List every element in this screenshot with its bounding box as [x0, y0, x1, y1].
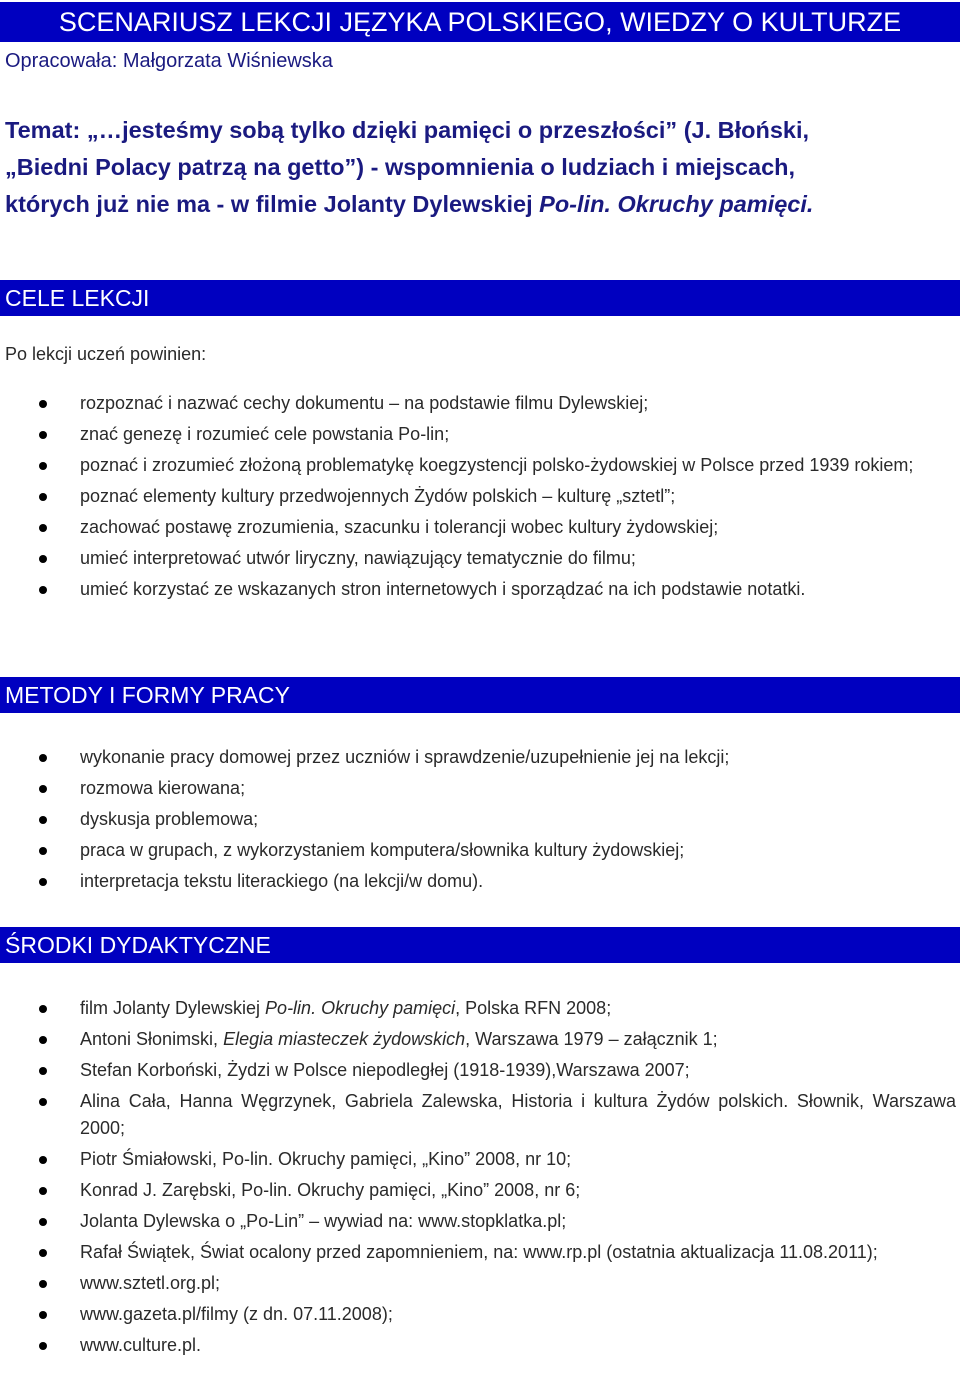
- bullet-icon: [39, 1249, 47, 1257]
- list-item: film Jolanty Dylewskiej Po-lin. Okruchy pamięci, Polska RFN 2008;: [0, 995, 960, 1022]
- list-item: Rafał Świątek, Świat ocalony przed zapomnieniem, na: www.rp.pl (ostatnia aktualizacja 11.08.2011);: [0, 1239, 960, 1266]
- section-heading-methods: METODY I FORMY PRACY: [0, 677, 960, 713]
- list-item: dyskusja problemowa;: [0, 806, 960, 833]
- bullet-icon: [39, 785, 47, 793]
- list-item: Stefan Korboński, Żydzi w Polsce niepodległej (1918-1939),Warszawa 2007;: [0, 1057, 960, 1084]
- bullet-icon: [39, 400, 47, 408]
- list-item: wykonanie pracy domowej przez uczniów i sprawdzenie/uzupełnienie jej na lekcji;: [0, 744, 960, 771]
- bullet-icon: [39, 1342, 47, 1350]
- bullet-icon: [39, 431, 47, 439]
- bullet-icon: [39, 1218, 47, 1226]
- list-item: rozmowa kierowana;: [0, 775, 960, 802]
- list-item: poznać elementy kultury przedwojennych Żydów polskich – kulturę „sztetl”;: [0, 483, 960, 510]
- bullet-icon: [39, 1156, 47, 1164]
- goals-list: [0, 390, 960, 603]
- bullet-icon: [39, 1098, 47, 1106]
- document-title: SCENARIUSZ LEKCJI JĘZYKA POLSKIEGO, WIEDZY O KULTURZE: [0, 2, 960, 42]
- list-item: Konrad J. Zarębski, Po-lin. Okruchy pamięci, „Kino” 2008, nr 6;: [0, 1177, 960, 1204]
- list-item: umieć interpretować utwór liryczny, nawiązujący tematycznie do filmu;: [0, 545, 960, 572]
- resources-list: [0, 995, 960, 1359]
- goals-intro: Po lekcji uczeń powinien:: [5, 344, 207, 364]
- topic-line-3: [5, 186, 955, 223]
- list-item: Jolanta Dylewska o „Po-Lin” – wywiad na: www.stopklatka.pl;: [0, 1208, 960, 1235]
- lesson-topic: [5, 112, 955, 223]
- bullet-icon: [39, 1036, 47, 1044]
- bullet-icon: [39, 1311, 47, 1319]
- list-item: praca w grupach, z wykorzystaniem komputera/słownika kultury żydowskiej;: [0, 837, 960, 864]
- bullet-icon: [39, 493, 47, 501]
- bullet-icon: [39, 1005, 47, 1013]
- section-heading-goals: CELE LEKCJI: [0, 280, 960, 316]
- bullet-icon: [39, 754, 47, 762]
- list-item: Antoni Słonimski, Elegia miasteczek żydowskich, Warszawa 1979 – załącznik 1;: [0, 1026, 960, 1053]
- bullet-icon: [39, 1187, 47, 1195]
- section-heading-resources: ŚRODKI DYDAKTYCZNE: [0, 927, 960, 963]
- list-item: Alina Cała, Hanna Węgrzynek, Gabriela Zalewska, Historia i kultura Żydów polskich. Słownik, Warszawa 2000;: [0, 1088, 960, 1142]
- methods-list: [0, 744, 960, 895]
- topic-line-2: „Biedni Polacy patrzą na getto”) - wspomnienia o ludziach i miejscach,: [5, 154, 796, 180]
- list-item: rozpoznać i nazwać cechy dokumentu – na podstawie filmu Dylewskiej;: [0, 390, 960, 417]
- author-line: Opracowała: Małgorzata Wiśniewska: [5, 50, 333, 72]
- topic-film-title: Po-lin. Okruchy pamięci.: [539, 191, 814, 217]
- bullet-icon: [39, 524, 47, 532]
- topic-line-1: Temat: „…jesteśmy sobą tylko dzięki pamięci o przeszłości” (J. Błoński,: [5, 117, 810, 143]
- bullet-icon: [39, 586, 47, 594]
- list-item: umieć korzystać ze wskazanych stron internetowych i sporządzać na ich podstawie notatki.: [0, 576, 960, 603]
- list-item: www.gazeta.pl/filmy (z dn. 07.11.2008);: [0, 1301, 960, 1328]
- list-item: znać genezę i rozumieć cele powstania Po-lin;: [0, 421, 960, 448]
- list-item: interpretacja tekstu literackiego (na lekcji/w domu).: [0, 868, 960, 895]
- bullet-icon: [39, 555, 47, 563]
- bullet-icon: [39, 1280, 47, 1288]
- bullet-icon: [39, 816, 47, 824]
- bullet-icon: [39, 462, 47, 470]
- bullet-icon: [39, 847, 47, 855]
- list-item: poznać i zrozumieć złożoną problematykę koegzystencji polsko-żydowskiej w Polsce przed 1939 rokiem;: [0, 452, 960, 479]
- topic-line-3-plain: których już nie ma - w filmie Jolanty Dylewskiej: [5, 191, 540, 217]
- bullet-icon: [39, 878, 47, 886]
- list-item: www.sztetl.org.pl;: [0, 1270, 960, 1297]
- list-item: www.culture.pl.: [0, 1332, 960, 1359]
- list-item: zachować postawę zrozumienia, szacunku i tolerancji wobec kultury żydowskiej;: [0, 514, 960, 541]
- list-item: Piotr Śmiałowski, Po-lin. Okruchy pamięci, „Kino” 2008, nr 10;: [0, 1146, 960, 1173]
- bullet-icon: [39, 1067, 47, 1075]
